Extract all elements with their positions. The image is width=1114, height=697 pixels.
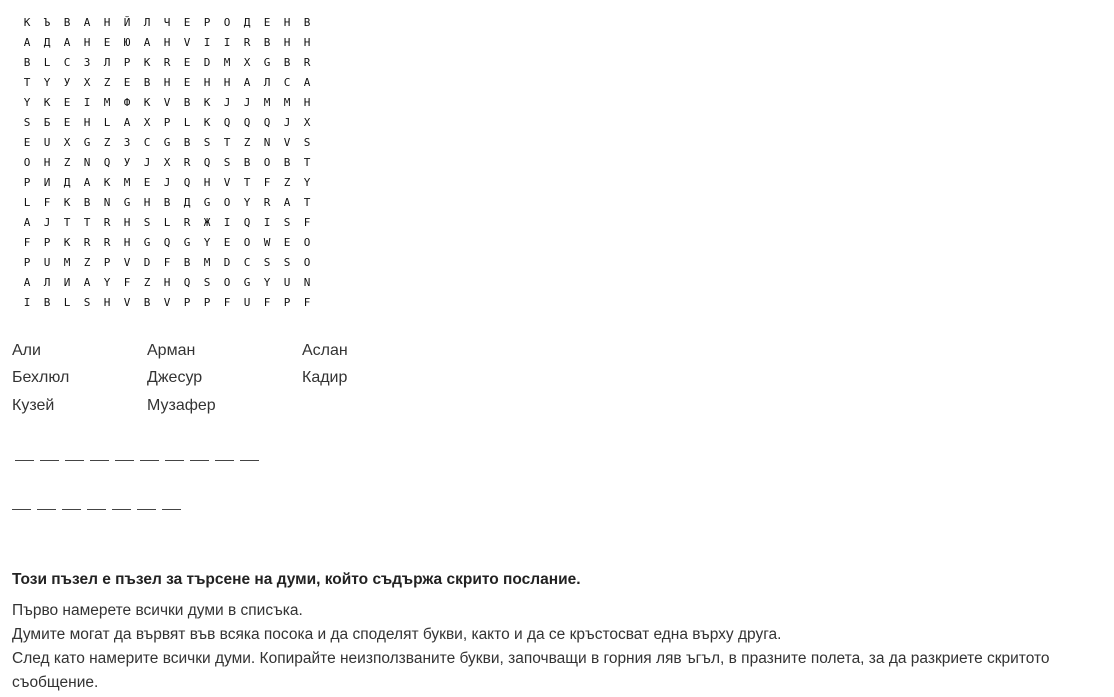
- grid-letter: G: [143, 235, 151, 249]
- grid-letter: Х: [83, 75, 91, 89]
- instructions-title: Този пъзел е пъзел за търсене на думи, който съдържа скрито послание.: [12, 571, 581, 588]
- answer-blanks-line-1: [15, 460, 259, 461]
- grid-letter: Н: [303, 95, 311, 109]
- grid-letter: Ч: [163, 15, 171, 29]
- grid-letter: Z: [143, 275, 151, 289]
- answer-blank: [137, 509, 156, 510]
- grid-letter: Е: [183, 15, 191, 29]
- grid-letter: Ж: [203, 215, 211, 229]
- grid-letter: К: [63, 235, 71, 249]
- answer-blank: [37, 509, 56, 510]
- grid-letter: Н: [303, 35, 311, 49]
- grid-letter: Е: [263, 15, 271, 29]
- grid-letter: М: [123, 175, 131, 189]
- grid-letter: Q: [183, 175, 191, 189]
- grid-letter: К: [103, 175, 111, 189]
- grid-letter: Т: [63, 215, 71, 229]
- grid-letter: Z: [83, 255, 91, 269]
- grid-letter: S: [303, 135, 311, 149]
- grid-letter: S: [203, 275, 211, 289]
- grid-letter: R: [83, 235, 91, 249]
- grid-letter: А: [83, 15, 91, 29]
- grid-letter: А: [23, 215, 31, 229]
- grid-letter: G: [83, 135, 91, 149]
- grid-letter: F: [303, 215, 311, 229]
- grid-letter: У: [123, 155, 131, 169]
- grid-letter: I: [223, 215, 231, 229]
- grid-letter: F: [43, 195, 51, 209]
- grid-letter: Ф: [123, 95, 131, 109]
- grid-letter: Q: [223, 115, 231, 129]
- grid-letter: F: [223, 295, 231, 309]
- grid-letter: Q: [263, 115, 271, 129]
- grid-letter: Н: [83, 35, 91, 49]
- grid-letter: У: [63, 75, 71, 89]
- grid-letter: Е: [223, 235, 231, 249]
- grid-letter: G: [263, 55, 271, 69]
- grid-letter: F: [23, 235, 31, 249]
- grid-letter: Y: [243, 195, 251, 209]
- answer-blank: [162, 509, 181, 510]
- grid-letter: Д: [43, 35, 51, 49]
- grid-letter: М: [63, 255, 71, 269]
- grid-letter: Y: [43, 75, 51, 89]
- grid-letter: Н: [163, 75, 171, 89]
- answer-blank: [112, 509, 131, 510]
- grid-letter: Т: [303, 195, 311, 209]
- grid-letter: Р: [23, 255, 31, 269]
- grid-letter: J: [283, 115, 291, 129]
- grid-letter: В: [163, 195, 171, 209]
- answer-blank: [140, 460, 159, 461]
- grid-letter: Б: [43, 115, 51, 129]
- grid-letter: А: [23, 35, 31, 49]
- grid-letter: Н: [103, 15, 111, 29]
- grid-letter: U: [43, 255, 51, 269]
- grid-letter: Q: [183, 275, 191, 289]
- grid-letter: R: [243, 35, 251, 49]
- grid-letter: С: [63, 55, 71, 69]
- grid-letter: Е: [183, 75, 191, 89]
- grid-letter: С: [143, 135, 151, 149]
- grid-letter: Н: [163, 35, 171, 49]
- grid-letter: В: [283, 55, 291, 69]
- grid-letter: В: [23, 55, 31, 69]
- grid-letter: Е: [63, 115, 71, 129]
- grid-letter: А: [83, 275, 91, 289]
- grid-letter: К: [143, 95, 151, 109]
- grid-letter: N: [83, 155, 91, 169]
- grid-letter: Н: [103, 295, 111, 309]
- word-list-item: Кузей: [12, 397, 55, 414]
- grid-letter: Е: [23, 135, 31, 149]
- grid-letter: С: [283, 75, 291, 89]
- grid-letter: U: [43, 135, 51, 149]
- grid-letter: S: [143, 215, 151, 229]
- grid-letter: L: [43, 55, 51, 69]
- grid-letter: Е: [103, 35, 111, 49]
- word-list-item: Али: [12, 342, 41, 359]
- grid-letter: Т: [243, 175, 251, 189]
- grid-letter: G: [183, 235, 191, 249]
- grid-letter: F: [303, 295, 311, 309]
- grid-letter: Р: [123, 55, 131, 69]
- grid-letter: D: [143, 255, 151, 269]
- grid-letter: К: [203, 95, 211, 109]
- word-list-item: Джесур: [147, 369, 203, 386]
- answer-blanks-line-2: [12, 509, 181, 510]
- grid-letter: Л: [143, 15, 151, 29]
- grid-letter: J: [43, 215, 51, 229]
- grid-letter: R: [163, 55, 171, 69]
- grid-letter: В: [83, 195, 91, 209]
- grid-letter: Z: [243, 135, 251, 149]
- grid-letter: Ю: [123, 35, 131, 49]
- grid-letter: I: [23, 295, 31, 309]
- grid-letter: Т: [23, 75, 31, 89]
- grid-letter: S: [203, 135, 211, 149]
- grid-letter: Х: [63, 135, 71, 149]
- grid-letter: R: [303, 55, 311, 69]
- grid-letter: О: [223, 195, 231, 209]
- grid-letter: S: [83, 295, 91, 309]
- grid-letter: G: [243, 275, 251, 289]
- grid-letter: D: [203, 55, 211, 69]
- grid-letter: R: [103, 235, 111, 249]
- grid-letter: D: [223, 255, 231, 269]
- grid-letter: Q: [243, 215, 251, 229]
- grid-letter: Y: [263, 275, 271, 289]
- grid-letter: О: [23, 155, 31, 169]
- instructions: [12, 568, 1110, 695]
- grid-letter: F: [263, 295, 271, 309]
- grid-letter: R: [183, 215, 191, 229]
- grid-letter: V: [283, 135, 291, 149]
- grid-letter: Р: [283, 295, 291, 309]
- answer-blank: [65, 460, 84, 461]
- grid-letter: S: [283, 215, 291, 229]
- grid-letter: Н: [163, 275, 171, 289]
- grid-letter: Н: [223, 75, 231, 89]
- grid-letter: V: [163, 95, 171, 109]
- grid-letter: О: [223, 15, 231, 29]
- grid-letter: В: [183, 135, 191, 149]
- grid-letter: О: [263, 155, 271, 169]
- grid-letter: J: [143, 155, 151, 169]
- grid-letter: А: [303, 75, 311, 89]
- grid-letter: Р: [23, 175, 31, 189]
- grid-letter: С: [243, 255, 251, 269]
- grid-letter: И: [63, 275, 71, 289]
- word-list-item: Бехлюл: [12, 369, 70, 386]
- grid-letter: G: [123, 195, 131, 209]
- grid-letter: Y: [23, 95, 31, 109]
- grid-letter: В: [143, 295, 151, 309]
- answer-blank: [215, 460, 234, 461]
- grid-letter: Е: [123, 75, 131, 89]
- grid-letter: Х: [143, 115, 151, 129]
- grid-letter: А: [283, 195, 291, 209]
- grid-letter: Р: [183, 295, 191, 309]
- grid-letter: А: [23, 275, 31, 289]
- grid-letter: R: [263, 195, 271, 209]
- grid-letter: М: [203, 255, 211, 269]
- grid-letter: V: [183, 35, 191, 49]
- grid-letter: Д: [63, 175, 71, 189]
- grid-letter: Е: [63, 95, 71, 109]
- grid-letter: S: [283, 255, 291, 269]
- grid-letter: Z: [103, 75, 111, 89]
- grid-letter: К: [23, 15, 31, 29]
- grid-letter: J: [243, 95, 251, 109]
- grid-letter: L: [23, 195, 31, 209]
- grid-letter: Е: [283, 235, 291, 249]
- grid-letter: К: [43, 95, 51, 109]
- grid-letter: Р: [43, 235, 51, 249]
- grid-letter: W: [263, 235, 271, 249]
- grid-letter: Н: [283, 15, 291, 29]
- answer-blank: [87, 509, 106, 510]
- answer-blank: [40, 460, 59, 461]
- grid-letter: В: [303, 15, 311, 29]
- grid-letter: В: [143, 75, 151, 89]
- grid-letter: Q: [243, 115, 251, 129]
- answer-blank: [62, 509, 81, 510]
- grid-letter: Н: [123, 215, 131, 229]
- grid-letter: З: [83, 55, 91, 69]
- grid-letter: З: [123, 135, 131, 149]
- instructions-line: Думите могат да вървят във всяка посока и да споделят букви, както и да се кръстосват една върху друга.: [12, 626, 782, 643]
- grid-letter: А: [243, 75, 251, 89]
- grid-letter: Н: [203, 175, 211, 189]
- grid-letter: Х: [243, 55, 251, 69]
- word-list-item: Кадир: [302, 369, 348, 386]
- grid-letter: Z: [103, 135, 111, 149]
- grid-letter: Ъ: [43, 15, 51, 29]
- grid-letter: Д: [243, 15, 251, 29]
- grid-letter: О: [243, 235, 251, 249]
- answer-blank: [115, 460, 134, 461]
- grid-letter: S: [223, 155, 231, 169]
- grid-letter: В: [63, 15, 71, 29]
- grid-letter: Р: [103, 255, 111, 269]
- grid-letter: F: [163, 255, 171, 269]
- grid-letter: А: [143, 35, 151, 49]
- grid-letter: И: [43, 175, 51, 189]
- instructions-line: Първо намерете всички думи в списъка.: [12, 602, 303, 619]
- grid-letter: Н: [83, 115, 91, 129]
- grid-letter: N: [263, 135, 271, 149]
- grid-letter: Т: [303, 155, 311, 169]
- grid-letter: В: [43, 295, 51, 309]
- grid-letter: Н: [203, 75, 211, 89]
- grid-letter: О: [303, 235, 311, 249]
- grid-letter: V: [163, 295, 171, 309]
- grid-letter: Р: [163, 115, 171, 129]
- grid-letter: Т: [83, 215, 91, 229]
- grid-letter: О: [223, 275, 231, 289]
- grid-letter: I: [203, 35, 211, 49]
- grid-letter: М: [223, 55, 231, 69]
- grid-letter: М: [283, 95, 291, 109]
- grid-letter: Y: [203, 235, 211, 249]
- instructions-line: След като намерите всички думи. Копирайте неизползваните букви, започващи в горния ляв ъгъл, в празните полета, за да разкриете скритото съобщение.: [12, 650, 1050, 691]
- grid-letter: В: [183, 95, 191, 109]
- grid-letter: N: [303, 275, 311, 289]
- word-list-item: Музафер: [147, 397, 216, 414]
- grid-letter: I: [263, 215, 271, 229]
- grid-letter: Л: [263, 75, 271, 89]
- grid-letter: G: [203, 195, 211, 209]
- grid-letter: Y: [103, 275, 111, 289]
- grid-letter: Л: [43, 275, 51, 289]
- grid-letter: U: [243, 295, 251, 309]
- grid-letter: L: [103, 115, 111, 129]
- grid-letter: G: [163, 135, 171, 149]
- grid-letter: J: [223, 95, 231, 109]
- answer-blank: [165, 460, 184, 461]
- grid-letter: К: [143, 55, 151, 69]
- grid-letter: I: [83, 95, 91, 109]
- grid-letter: Д: [183, 195, 191, 209]
- word-list-item: Арман: [147, 342, 196, 359]
- grid-letter: А: [83, 175, 91, 189]
- grid-letter: В: [243, 155, 251, 169]
- grid-letter: А: [123, 115, 131, 129]
- grid-letter: О: [303, 255, 311, 269]
- grid-letter: В: [183, 255, 191, 269]
- grid-letter: Н: [123, 235, 131, 249]
- grid-letter: F: [263, 175, 271, 189]
- grid-letter: F: [123, 275, 131, 289]
- word-search-grid: [17, 12, 317, 312]
- grid-letter: В: [263, 35, 271, 49]
- grid-letter: В: [283, 155, 291, 169]
- grid-letter: А: [63, 35, 71, 49]
- grid-letter: R: [103, 215, 111, 229]
- grid-letter: Q: [103, 155, 111, 169]
- grid-letter: R: [183, 155, 191, 169]
- answer-blank: [12, 509, 31, 510]
- grid-letter: Н: [283, 35, 291, 49]
- grid-letter: Х: [303, 115, 311, 129]
- grid-letter: Z: [63, 155, 71, 169]
- grid-letter: V: [123, 255, 131, 269]
- grid-letter: К: [63, 195, 71, 209]
- grid-letter: Х: [163, 155, 171, 169]
- grid-letter: Р: [203, 15, 211, 29]
- grid-letter: N: [103, 195, 111, 209]
- grid-letter: Z: [283, 175, 291, 189]
- grid-letter: L: [183, 115, 191, 129]
- grid-letter: Y: [303, 175, 311, 189]
- grid-letter: I: [223, 35, 231, 49]
- grid-letter: V: [223, 175, 231, 189]
- grid-letter: L: [163, 215, 171, 229]
- grid-letter: S: [263, 255, 271, 269]
- grid-letter: Й: [123, 15, 131, 29]
- grid-letter: Е: [143, 175, 151, 189]
- grid-letter: М: [103, 95, 111, 109]
- grid-letter: К: [203, 115, 211, 129]
- answer-blank: [240, 460, 259, 461]
- grid-letter: М: [263, 95, 271, 109]
- grid-letter: J: [163, 175, 171, 189]
- grid-letter: Q: [203, 155, 211, 169]
- grid-letter: U: [283, 275, 291, 289]
- grid-letter: Q: [163, 235, 171, 249]
- grid-letter: Т: [223, 135, 231, 149]
- grid-letter: Л: [103, 55, 111, 69]
- answer-blank: [190, 460, 209, 461]
- grid-letter: Е: [183, 55, 191, 69]
- grid-letter: Н: [143, 195, 151, 209]
- grid-letter: V: [123, 295, 131, 309]
- answer-blank: [90, 460, 109, 461]
- word-list-item: Аслан: [302, 342, 348, 359]
- grid-letter: L: [63, 295, 71, 309]
- grid-letter: Р: [203, 295, 211, 309]
- answer-blank: [15, 460, 34, 461]
- grid-letter: S: [23, 115, 31, 129]
- grid-letter: Н: [43, 155, 51, 169]
